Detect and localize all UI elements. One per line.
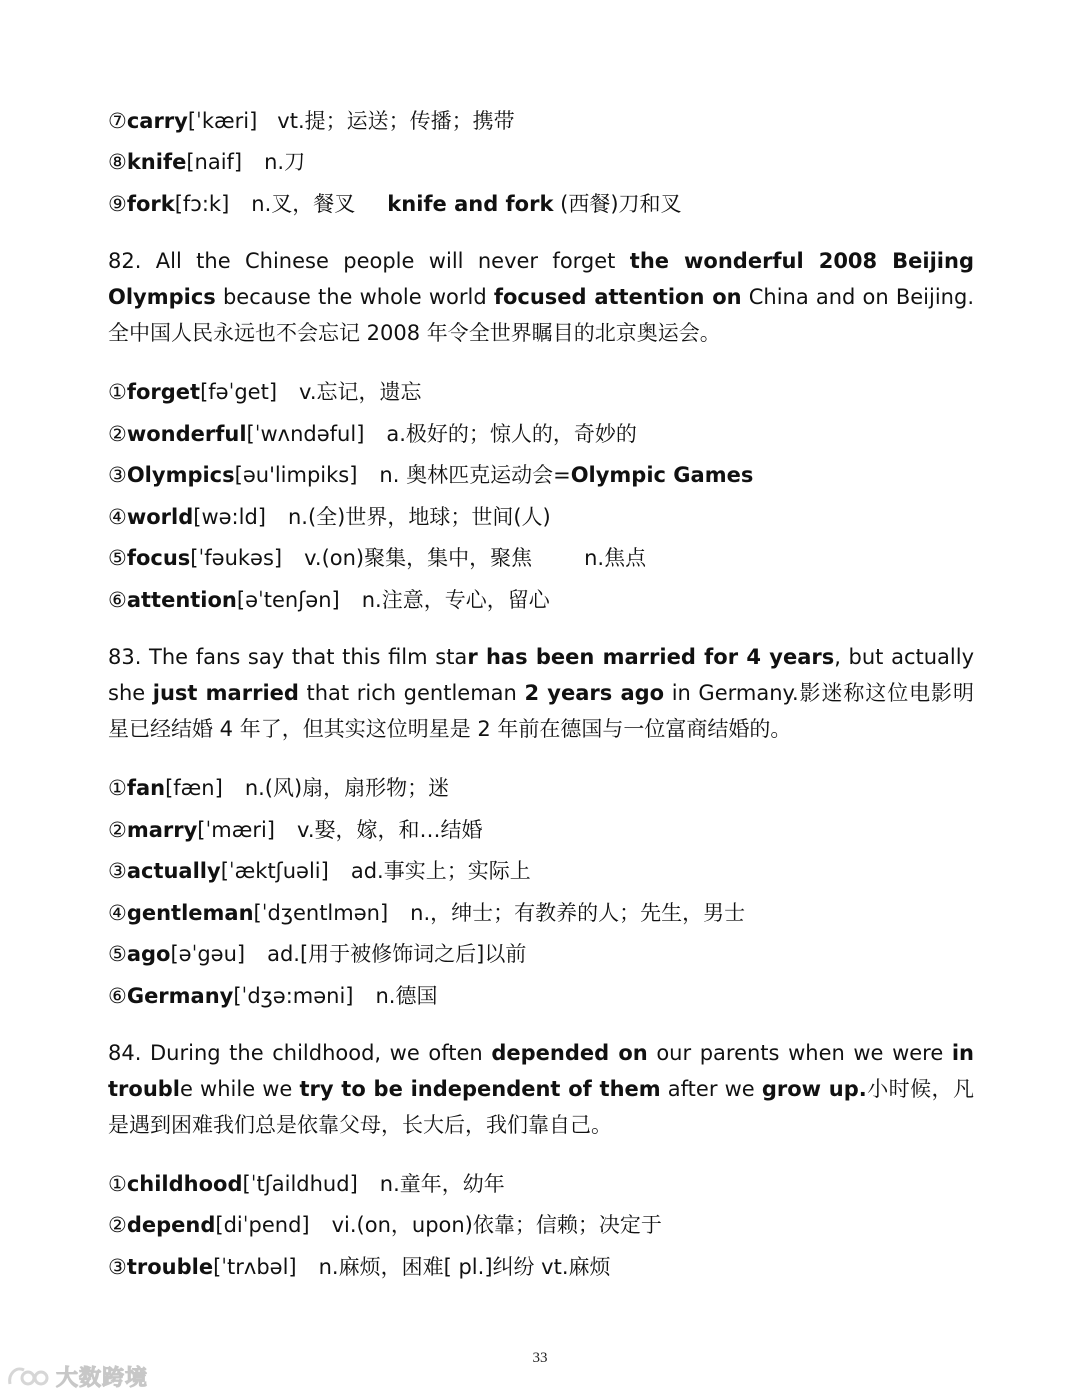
pronunciation: [əˈtenʃən] xyxy=(236,588,340,612)
vocab-entry xyxy=(108,774,449,802)
entry-number: ⑥ xyxy=(108,984,127,1008)
pronunciation: [diˈpend] xyxy=(215,1213,310,1237)
definition: ad.事实上；实际上 xyxy=(350,859,531,883)
vocab-entry xyxy=(108,1170,505,1198)
vocab-word: actually xyxy=(126,859,221,883)
entry-number: ③ xyxy=(108,463,127,487)
pronunciation: [əu'limpiks] xyxy=(234,463,358,487)
phrase: knife and fork xyxy=(387,192,554,216)
vocab-word: trouble xyxy=(126,1255,214,1279)
vocab-entry xyxy=(108,107,515,135)
vocab-word: Olympics xyxy=(126,463,235,487)
key-phrase: depended on xyxy=(491,1041,648,1065)
key-phrase: grow up. xyxy=(761,1077,867,1101)
pronunciation: [ˈfəukəs] xyxy=(190,546,283,570)
vocab-word: world xyxy=(126,505,194,529)
entry-number: ① xyxy=(108,776,127,800)
entry-number: ④ xyxy=(108,505,127,529)
vocab-word: focus xyxy=(126,546,191,570)
definition: v.娶，嫁，和…结婚 xyxy=(297,818,483,842)
pronunciation: [fæn] xyxy=(165,776,223,800)
vocab-word: knife xyxy=(126,150,187,174)
vocab-word: ago xyxy=(126,942,171,966)
pronunciation: [fəˈget] xyxy=(200,380,278,404)
pronunciation: [ˈtʃaildhud] xyxy=(242,1172,358,1196)
pronunciation: [ˈwʌndəful] xyxy=(246,422,365,446)
vocab-entry xyxy=(108,816,483,844)
vocab-word: marry xyxy=(126,818,198,842)
pronunciation: [əˈgəu] xyxy=(170,942,246,966)
entry-number: ③ xyxy=(108,1255,127,1279)
vocab-word: forget xyxy=(126,380,201,404)
pronunciation: [ˈdʒentlmən] xyxy=(253,901,389,925)
definition: n.(全)世界，地球；世间(人) xyxy=(287,505,551,529)
entry-number: ⑦ xyxy=(108,109,127,133)
vocab-entry xyxy=(108,1211,662,1239)
definition-secondary: n.焦点 xyxy=(584,546,647,570)
vocab-entry xyxy=(108,378,422,406)
vocab-word: depend xyxy=(126,1213,216,1237)
entry-number: ② xyxy=(108,818,127,842)
definition: n.刀 xyxy=(264,150,306,174)
vocab-entry xyxy=(108,586,550,614)
vocab-word: carry xyxy=(126,109,188,133)
definition: vi.(on，upon)依靠；信赖；决定于 xyxy=(331,1213,662,1237)
watermark xyxy=(6,1360,148,1392)
definition-bold: Olympic Games xyxy=(570,463,754,487)
key-phrase: the wonderful 2008 Beijing Olympics xyxy=(108,249,974,309)
vocab-word: attention xyxy=(126,588,237,612)
definition: n.注意，专心，留心 xyxy=(361,588,550,612)
example-sentence-83: 83. The fans say that this film star has been married for 4 years, but actually she just married that rich gentleman 2 years ago in Germany.影迷称这位电影明星已经结婚 4 年了，但其实这位明星是 2 年前在德国与一位富商结婚的。 xyxy=(108,645,974,741)
definition: ad.[用于被修饰词之后]以前 xyxy=(267,942,527,966)
pronunciation: [wə:ld] xyxy=(193,505,266,529)
page-number: 33 xyxy=(532,1350,548,1366)
example-sentence-82: 82. All the Chinese people will never forget the wonderful 2008 Beijing Olympics because the whole world focused attention on China and on Beijing.全中国人民永远也不会忘记 2008 年令全世界瞩目的北京奥运会。 xyxy=(108,249,975,345)
vocab-word: gentleman xyxy=(126,901,254,925)
vocab-entry xyxy=(108,148,305,176)
pronunciation: [ˈtrʌbəl] xyxy=(213,1255,297,1279)
entry-number: ⑤ xyxy=(108,546,127,570)
vocab-entry xyxy=(108,940,526,968)
pronunciation: [naif] xyxy=(186,150,243,174)
vocab-entry xyxy=(108,544,646,572)
entry-number: ④ xyxy=(108,901,127,925)
vocab-word: wonderful xyxy=(126,422,247,446)
pronunciation: [ˈæktʃuəli] xyxy=(220,859,329,883)
watermark-text: 大数跨境 xyxy=(56,1365,149,1391)
pronunciation: [ˈdʒə:məni] xyxy=(233,984,354,1008)
definition: v.(on)聚集，集中，聚焦 xyxy=(304,546,533,570)
key-phrase: 2 years ago xyxy=(524,681,665,705)
phrase-definition: (西餐)刀和叉 xyxy=(560,192,682,216)
vocab-word: fan xyxy=(126,776,166,800)
definition: n.叉，餐叉 xyxy=(251,192,356,216)
vocab-entry xyxy=(108,190,682,218)
vocab-entry xyxy=(108,420,637,448)
entry-number: ③ xyxy=(108,859,127,883)
entry-number: ② xyxy=(108,422,127,446)
definition: vt.提；运送；传播；携带 xyxy=(277,109,515,133)
pronunciation: [ˈkæri] xyxy=(187,109,258,133)
entry-number: ① xyxy=(108,380,127,404)
pronunciation: [ˈmæri] xyxy=(197,818,276,842)
entry-number: ⑤ xyxy=(108,942,127,966)
key-phrase: try to be independent of them xyxy=(299,1077,661,1101)
definition: n.(风)扇，扇形物；迷 xyxy=(244,776,450,800)
pronunciation: [fɔ:k] xyxy=(174,192,230,216)
entry-number: ② xyxy=(108,1213,127,1237)
vocab-entry xyxy=(108,1253,611,1281)
entry-number: ⑧ xyxy=(108,150,127,174)
vocab-entry xyxy=(108,982,438,1010)
vocab-word: childhood xyxy=(126,1172,243,1196)
definition: n.德国 xyxy=(375,984,438,1008)
definition: v.忘记，遗忘 xyxy=(299,380,422,404)
vocab-word: fork xyxy=(126,192,175,216)
logo-icon xyxy=(6,1362,50,1390)
key-phrase: just married xyxy=(152,681,299,705)
vocab-word: Germany xyxy=(126,984,234,1008)
entry-number: ⑨ xyxy=(108,192,127,216)
definition: n.，绅士；有教养的人；先生，男士 xyxy=(410,901,746,925)
definition: n. 奥林匹克运动会= xyxy=(379,463,571,487)
key-phrase: focused attention on xyxy=(493,285,742,309)
definition: n.麻烦，困难[ pl.]纠纷 vt.麻烦 xyxy=(318,1255,611,1279)
key-phrase: in troubl xyxy=(108,1041,975,1101)
vocab-entry xyxy=(108,503,551,531)
vocab-entry xyxy=(108,857,531,885)
entry-number: ① xyxy=(108,1172,127,1196)
vocab-entry xyxy=(108,899,745,927)
definition: n.童年，幼年 xyxy=(379,1172,505,1196)
definition: a.极好的；惊人的，奇妙的 xyxy=(386,422,637,446)
entry-number: ⑥ xyxy=(108,588,127,612)
key-phrase: r has been married for 4 years xyxy=(467,645,835,669)
example-sentence-84: 84. During the childhood, we often depended on our parents when we were in trouble while we try to be independent of them after we grow up.小时候，凡是遇到困难我们总是依靠父母，长大后，我们靠自己。 xyxy=(108,1041,975,1137)
vocab-entry xyxy=(108,461,753,489)
